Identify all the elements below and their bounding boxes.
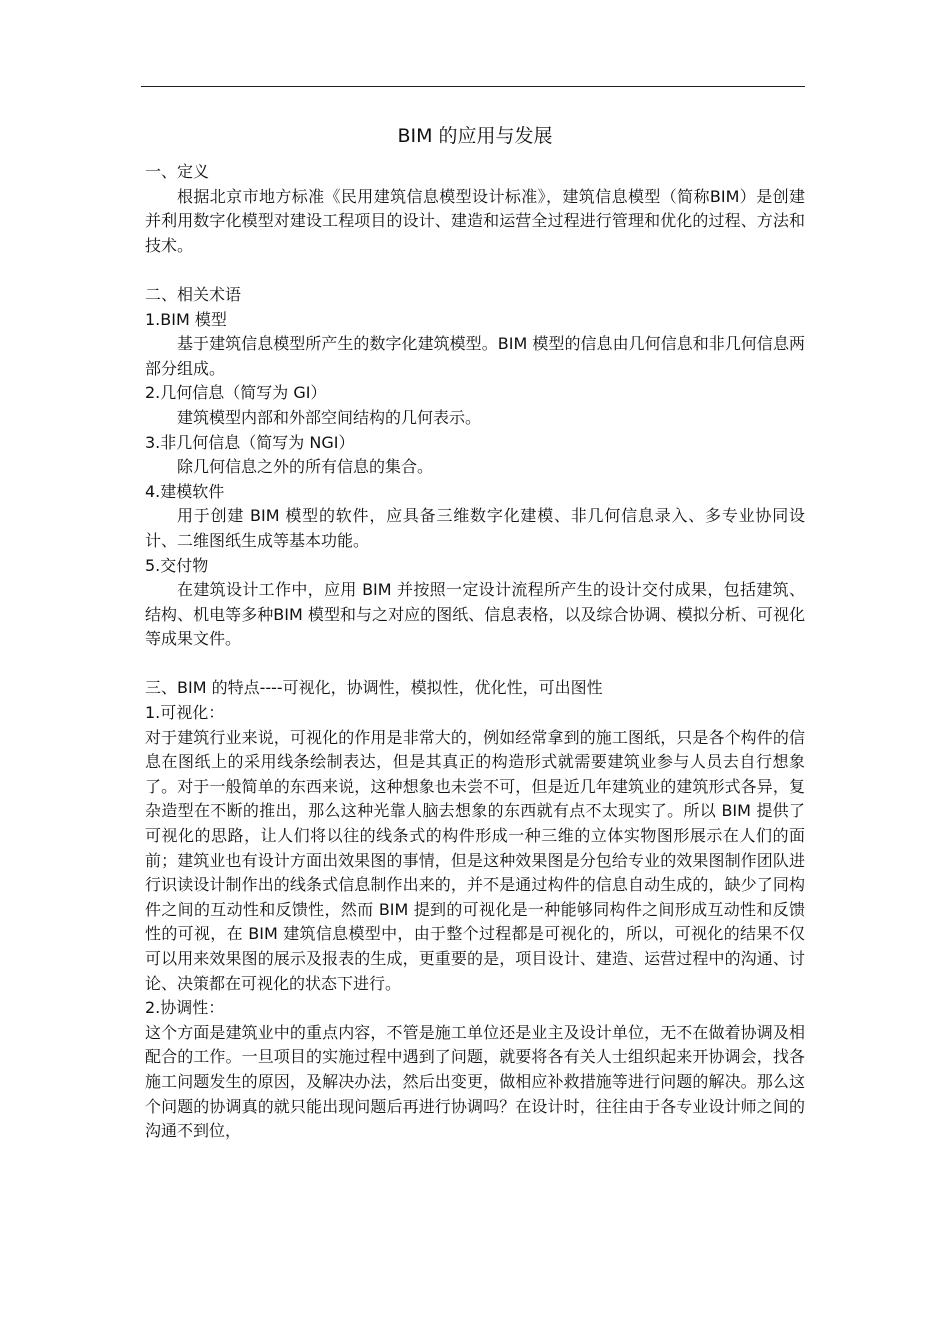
document-title: BIM 的应用与发展 xyxy=(397,125,553,147)
blank-line xyxy=(145,258,805,283)
feature-title-visualization: 1.可视化： xyxy=(145,703,225,723)
feature-body-coordination: 这个方面是建筑业中的重点内容，不管是施工单位还是业主及设计单位，无不在做着协调及相配合的工作。一旦项目的实施过程中遇到了问题，就要将各有关人士组织起来开协调会，找各施工问题发生的原因，及解决办法，然后出变更，做相应补救措施等进行问题的解决。那么这个问题的协调真的就只能出现问题后再进行协调吗？在设计时，往往由于各专业设计师之间的沟通不到位， xyxy=(145,1022,805,1141)
section-heading-features: 三、BIM 的特点----可视化，协调性，模拟性，优化性，可出图性 xyxy=(145,678,603,698)
term-title-software: 4.建模软件 xyxy=(145,481,225,501)
definition-paragraph: 根据北京市地方标准《民用建筑信息模型设计标准》，建筑信息模型（简称BIM）是创建并利用数字化模型对建设工程项目的设计、建造和运营全过程进行管理和优化的过程、方法和技术。 xyxy=(145,186,805,255)
section-heading-definition: 一、定义 xyxy=(145,162,210,181)
header-rule xyxy=(141,86,805,87)
term-title-gi: 2.几何信息（简写为 GI） xyxy=(145,383,327,403)
term-title-deliverables: 5.交付物 xyxy=(145,555,209,575)
feature-body-visualization: 对于建筑行业来说，可视化的作用是非常大的，例如经常拿到的施工图纸，只是各个构件的信息在图纸上的采用线条绘制表达，但是其真正的构造形式就需要建筑业参与人员去自行想象了。对于一般简单的东西来说，这种想象也未尝不可，但是近几年建筑业的建筑形式各异，复杂造型在不断的推出，那么这种光靠人脑去想象的东西就有点不太现实了。所以 BIM 提供了可视化的思路，让人们将以往的线条式的构件形成一种三维的立体实物图形展示在人们的面前；建筑业也有设计方面出效果图的事情，但是这种效果图是分包给专业的效果图制作团队进行识读设计制作出的线条式信息制作出来的，并不是通过构件的信息自动生成的，缺少了同构件之间的互动性和反馈性，然而 BIM 提到的可视化是一种能够同构件之间形成互动性和反馈性的可视，在 BIM 建筑信息模型中，由于整个过程都是可视化的，所以，可视化的结果不仅可以用来效果图的展示及报表的生成，更重要的是，项目设计、建造、运营过程中的沟通、讨论、决策都在可视化的状态下进行。 xyxy=(145,727,805,993)
term-body-software: 用于创建 BIM 模型的软件，应具备三维数字化建模、非几何信息录入、多专业协同设计、二维图纸生成等基本功能。 xyxy=(145,506,805,550)
blank-line xyxy=(145,652,805,677)
term-title-ngi: 3.非几何信息（简写为 NGI） xyxy=(145,432,355,452)
feature-title-coordination: 2.协调性： xyxy=(145,998,225,1018)
term-body-bim-model: 基于建筑信息模型所产生的数字化建筑模型。BIM 模型的信息由几何信息和非几何信息两部分组成。 xyxy=(145,334,805,378)
term-body-ngi: 除几何信息之外的所有信息的集合。 xyxy=(177,457,434,477)
section-heading-terms: 二、相关术语 xyxy=(145,284,242,304)
document-body xyxy=(145,118,805,1144)
term-body-gi: 建筑模型内部和外部空间结构的几何表示。 xyxy=(177,407,482,427)
term-body-deliverables: 在建筑设计工作中，应用 BIM 并按照一定设计流程所产生的设计交付成果，包括建筑、结构、机电等多种BIM 模型和与之对应的图纸、信息表格，以及综合协调、模拟分析、可视化等成果文件。 xyxy=(145,580,805,649)
term-title-bim-model: 1.BIM 模型 xyxy=(145,309,227,329)
